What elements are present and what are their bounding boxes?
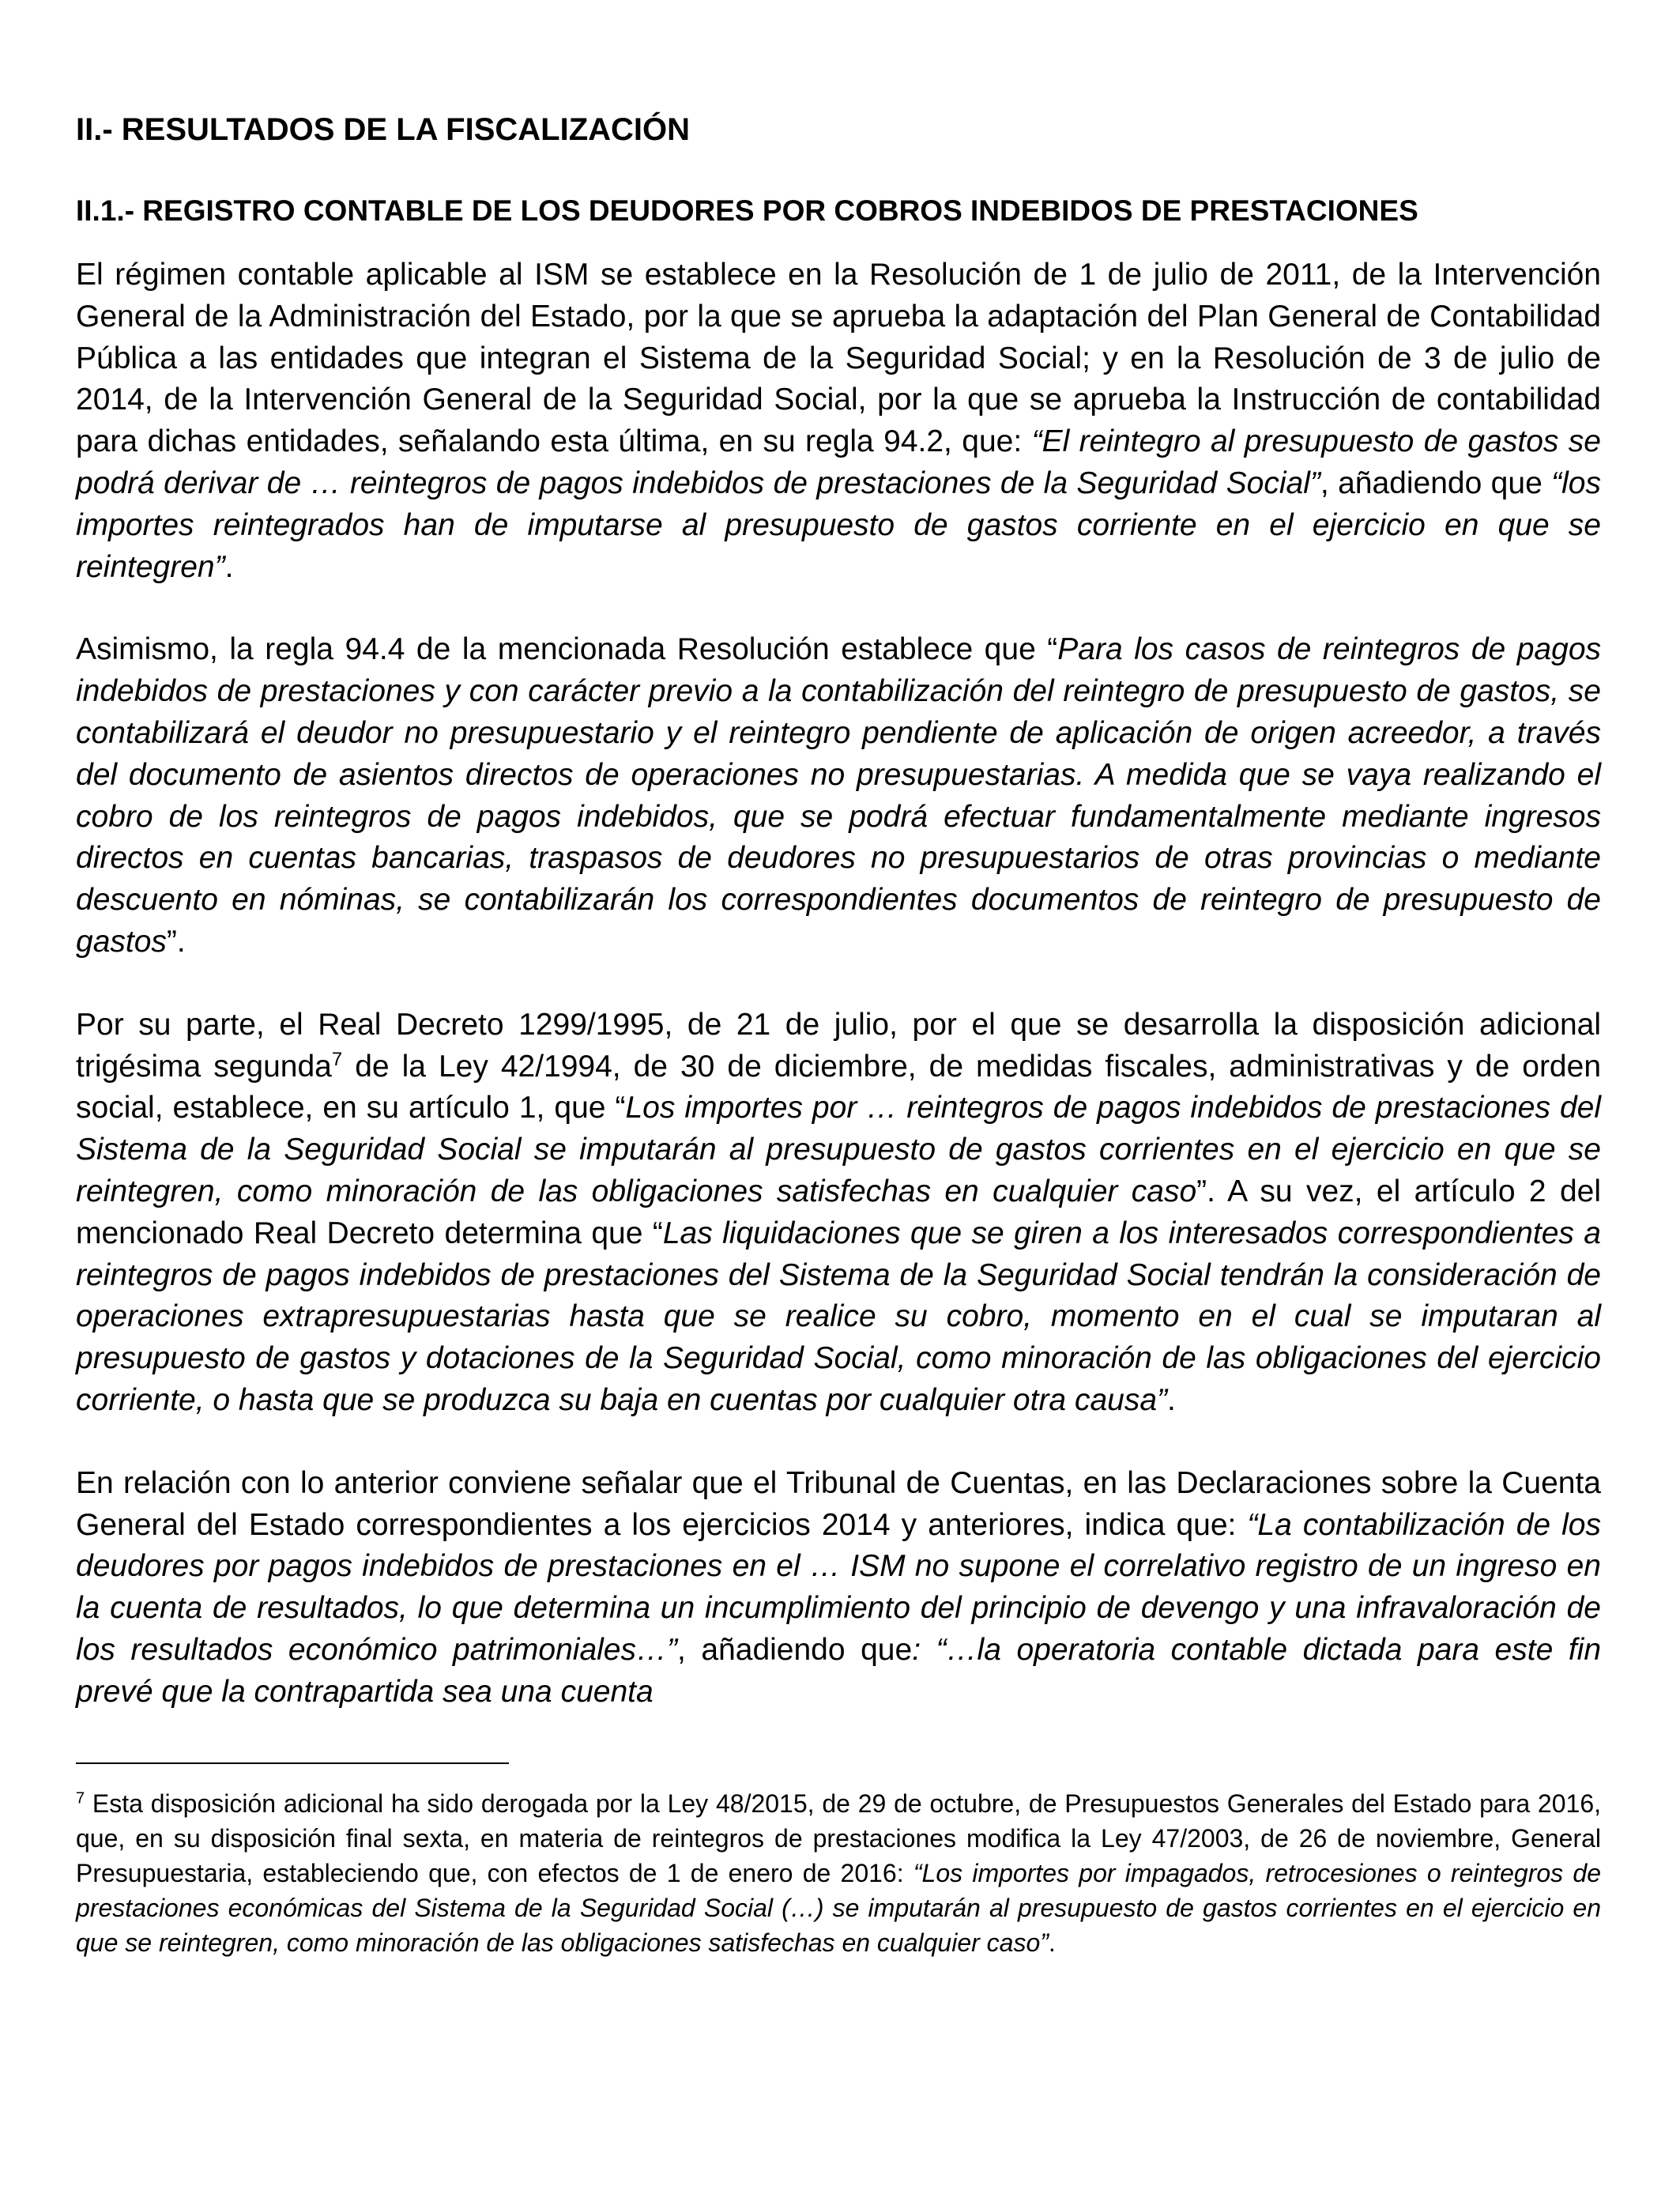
paragraph-4-text-2: , añadiendo que [676, 1632, 913, 1667]
paragraph-2-text-2: ”. [166, 924, 186, 959]
paragraph-2-text-1: Asimismo, la regla 94.4 de la mencionada Resolución establece que “ [76, 632, 1058, 667]
paragraph-2-quote-1: Para los casos de reintegros de pagos indebidos de prestaciones y con carácter previo a la contabilización del reintegro de presupuesto de gastos, se contabilizará el deudor no presupuestario y el reintegro pendiente de aplicación de origen acreedor, a través del documento de asientos directos de operaciones no presupuestarias. A medida que se vaya realizando el cobro de los reintegros de pagos indebidos, que se podrá efectuar fundamentalmente mediante ingresos directos en cuentas bancarias, traspasos de deudores no presupuestarios de otras provincias o mediante descuento en nóminas, se contabilizarán los correspondientes documentos de reintegro de presupuesto de gastos [76, 632, 1602, 959]
footnote-quote-1: “Los importes por impagados, retrocesiones o reintegros de prestaciones económicas del Sistema de la Seguridad Social (…) se imputarán al presupuesto de gastos corrientes en el ejercicio en que se reintegren, como minoración de las obligaciones satisfechas en cualquier caso” [76, 1858, 1602, 1957]
paragraph-1-quote-1: “El reintegro al presupuesto de gastos se podrá derivar de … reintegros de pagos indebidos de prestaciones de la Seguridad Social” [76, 424, 1601, 500]
document-page [76, 109, 1601, 1960]
paragraph-1-quote-2: “los importes reintegrados han de imputarse al presupuesto de gastos corriente en el ejercicio en que se reintegren” [76, 466, 1601, 584]
paragraph-1 [76, 254, 1601, 588]
paragraph-4-quote-2: : “…la operatoria contable dictada para este fin prevé que la contrapartida sea una cuenta [76, 1632, 1602, 1709]
paragraph-3-quote-1: Los importes por … reintegros de pagos indebidos de prestaciones del Sistema de la Seguridad Social se imputarán al presupuesto de gastos corrientes en el ejercicio en que se reintegren, como minoración de las obligaciones satisfechas en cualquier caso [76, 1091, 1601, 1208]
paragraph-3-text-3: ”. A su vez, el artículo 2 del mencionado Real Decreto determina que “ [76, 1174, 1601, 1250]
footnote [76, 1786, 1601, 1960]
footnote-text-1: Esta disposición adicional ha sido derogada por la Ley 48/2015, de 29 de octubre, de Presupuestos Generales del Estado para 2016, que, en su disposición final sexta, en materia de reintegros de prestaciones modifica la Ley 47/2003, de 26 de noviembre, General Presupuestaria, estableciendo que, con efectos de 1 de enero de 2016: [76, 1789, 1601, 1887]
footnote-reference[interactable]: 7 [331, 1048, 343, 1070]
paragraph-3-text-4: . [1167, 1382, 1176, 1417]
subsection-title: II.1.- REGISTRO CONTABLE DE LOS DEUDORES POR COBROS INDEBIDOS DE PRESTACIONES [76, 194, 1418, 227]
paragraph-3 [76, 1005, 1601, 1422]
footnote-mark: 7 [76, 1789, 85, 1807]
paragraph-3-text-1: Por su parte, el Real Decreto 1299/1995, de 21 de julio, por el que se desarrolla la disposición adicional trigésima segunda [76, 1007, 1601, 1084]
paragraph-1-text-2: , añadiendo que [1320, 466, 1552, 500]
paragraph-3-quote-2: Las liquidaciones que se giren a los interesados correspondientes a reintegros de pagos indebidos de prestaciones del Sistema de la Seguridad Social tendrán la consideración de operaciones extrapresupuestarias hasta que se realice su cobro, momento en el cual se imputaran al presupuesto de gastos y dotaciones de la Seguridad Social, como minoración de las obligaciones del ejercicio corriente, o hasta que se produzca su baja en cuentas por cualquier otra causa” [76, 1216, 1601, 1417]
paragraph-4 [76, 1463, 1601, 1713]
paragraph-2 [76, 629, 1601, 963]
paragraph-1-text-3: . [224, 549, 234, 584]
paragraph-3-text-2: de la Ley 42/1994, de 30 de diciembre, de medidas fiscales, administrativas y de orden social, establece, en su artículo 1, que “ [76, 1049, 1602, 1125]
footnote-separator [76, 1762, 509, 1764]
footnote-text-2: . [1048, 1928, 1056, 1957]
section-title: II.- RESULTADOS DE LA FISCALIZACIÓN [76, 112, 691, 147]
paragraph-4-quote-1: “La contabilización de los deudores por pagos indebidos de prestaciones en el … ISM no supone el correlativo registro de un ingreso en la cuenta de resultados, lo que determina un incumplimiento del principio de devengo y una infravaloración de los resultados económico patrimoniales…” [76, 1507, 1601, 1667]
paragraph-4-text-1: En relación con lo anterior conviene señalar que el Tribunal de Cuentas, en las Declaraciones sobre la Cuenta General del Estado correspondientes a los ejercicios 2014 y anteriores, indica que: [76, 1465, 1601, 1542]
paragraph-1-text-1: El régimen contable aplicable al ISM se establece en la Resolución de 1 de julio de 2011, de la Intervención General de la Administración del Estado, por la que se aprueba la adaptación del Plan General de Contabilidad Pública a las entidades que integran el Sistema de la Seguridad Social; y en la Resolución de 3 de julio de 2014, de la Intervención General de la Seguridad Social, por la que se aprueba la Instrucción de contabilidad para dichas entidades, señalando esta última, en su regla 94.2, que: [76, 258, 1601, 459]
